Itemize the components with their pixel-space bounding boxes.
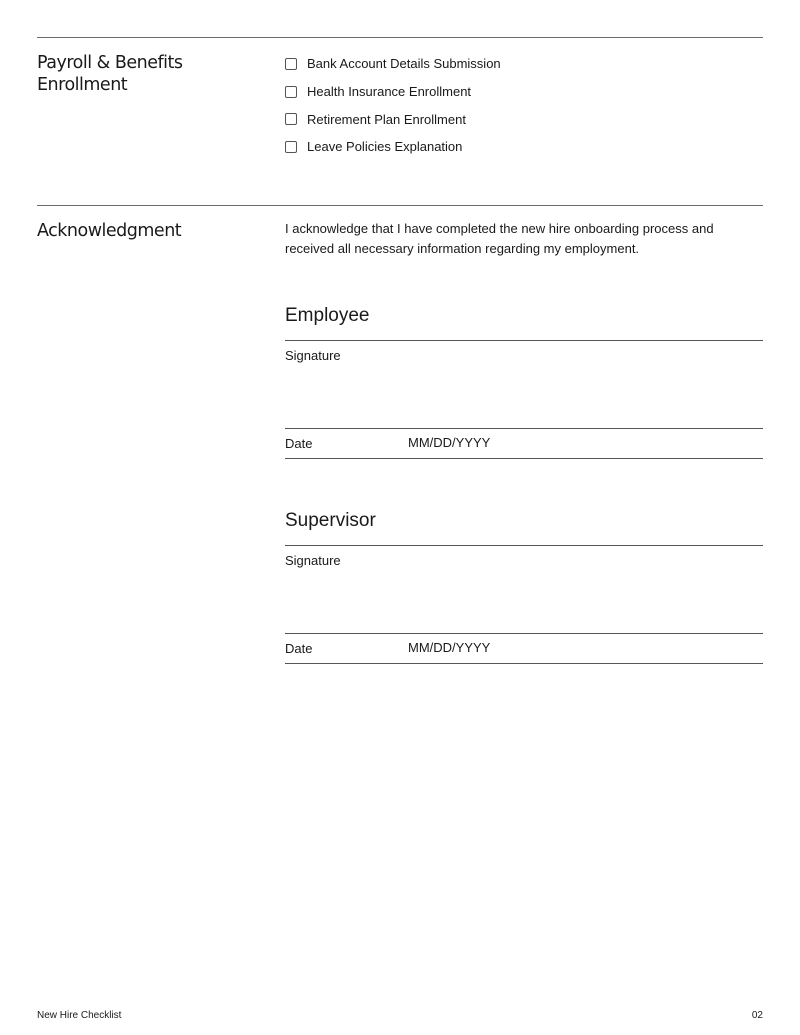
supervisor-date-label: Date — [285, 641, 313, 656]
checklist-label: Retirement Plan Enrollment — [307, 111, 466, 127]
employee-top-line — [285, 340, 763, 341]
section-title-payroll — [37, 52, 183, 96]
checkbox[interactable] — [285, 86, 297, 98]
acknowledgment-text: I acknowledge that I have completed the new hire onboarding process and received all necessary information regarding my employment. — [285, 221, 714, 256]
checklist-item-leave-policies[interactable] — [285, 133, 501, 161]
checklist-item-health-insurance[interactable] — [285, 78, 501, 106]
section-divider-payroll — [37, 37, 763, 38]
checklist-label: Bank Account Details Submission — [307, 56, 501, 72]
supervisor-date-line — [285, 663, 763, 664]
employee-signature-label: Signature — [285, 348, 341, 363]
checklist-item-bank-account[interactable] — [285, 50, 501, 78]
section-title-line-2: Enrollment — [37, 75, 128, 95]
supervisor-date-input[interactable] — [408, 640, 608, 655]
checklist-label: Health Insurance Enrollment — [307, 84, 472, 100]
checkbox[interactable] — [285, 113, 297, 125]
checklist-item-retirement-plan[interactable] — [285, 105, 501, 133]
supervisor-signature-field[interactable] — [285, 570, 763, 632]
employee-heading: Employee — [285, 305, 370, 326]
supervisor-heading: Supervisor — [285, 510, 376, 531]
section-divider-acknowledgment — [37, 205, 763, 206]
supervisor-signature-line — [285, 633, 763, 634]
checkbox[interactable] — [285, 58, 297, 70]
section-title-line-1: Payroll & Benefits — [37, 53, 183, 73]
employee-signature-field[interactable] — [285, 365, 763, 427]
supervisor-top-line — [285, 545, 763, 546]
employee-date-label: Date — [285, 436, 313, 451]
employee-date-input[interactable] — [408, 435, 608, 450]
footer-page-number: 02 — [751, 1010, 763, 1021]
supervisor-signature-label: Signature — [285, 553, 341, 568]
footer-document-title: New Hire Checklist — [37, 1010, 122, 1021]
checklist-label: Leave Policies Explanation — [307, 139, 463, 155]
payroll-checklist — [285, 50, 501, 161]
employee-date-line — [285, 458, 763, 459]
section-title-acknowledgment: Acknowledgment — [37, 221, 182, 241]
checkbox[interactable] — [285, 141, 297, 153]
employee-signature-line — [285, 428, 763, 429]
